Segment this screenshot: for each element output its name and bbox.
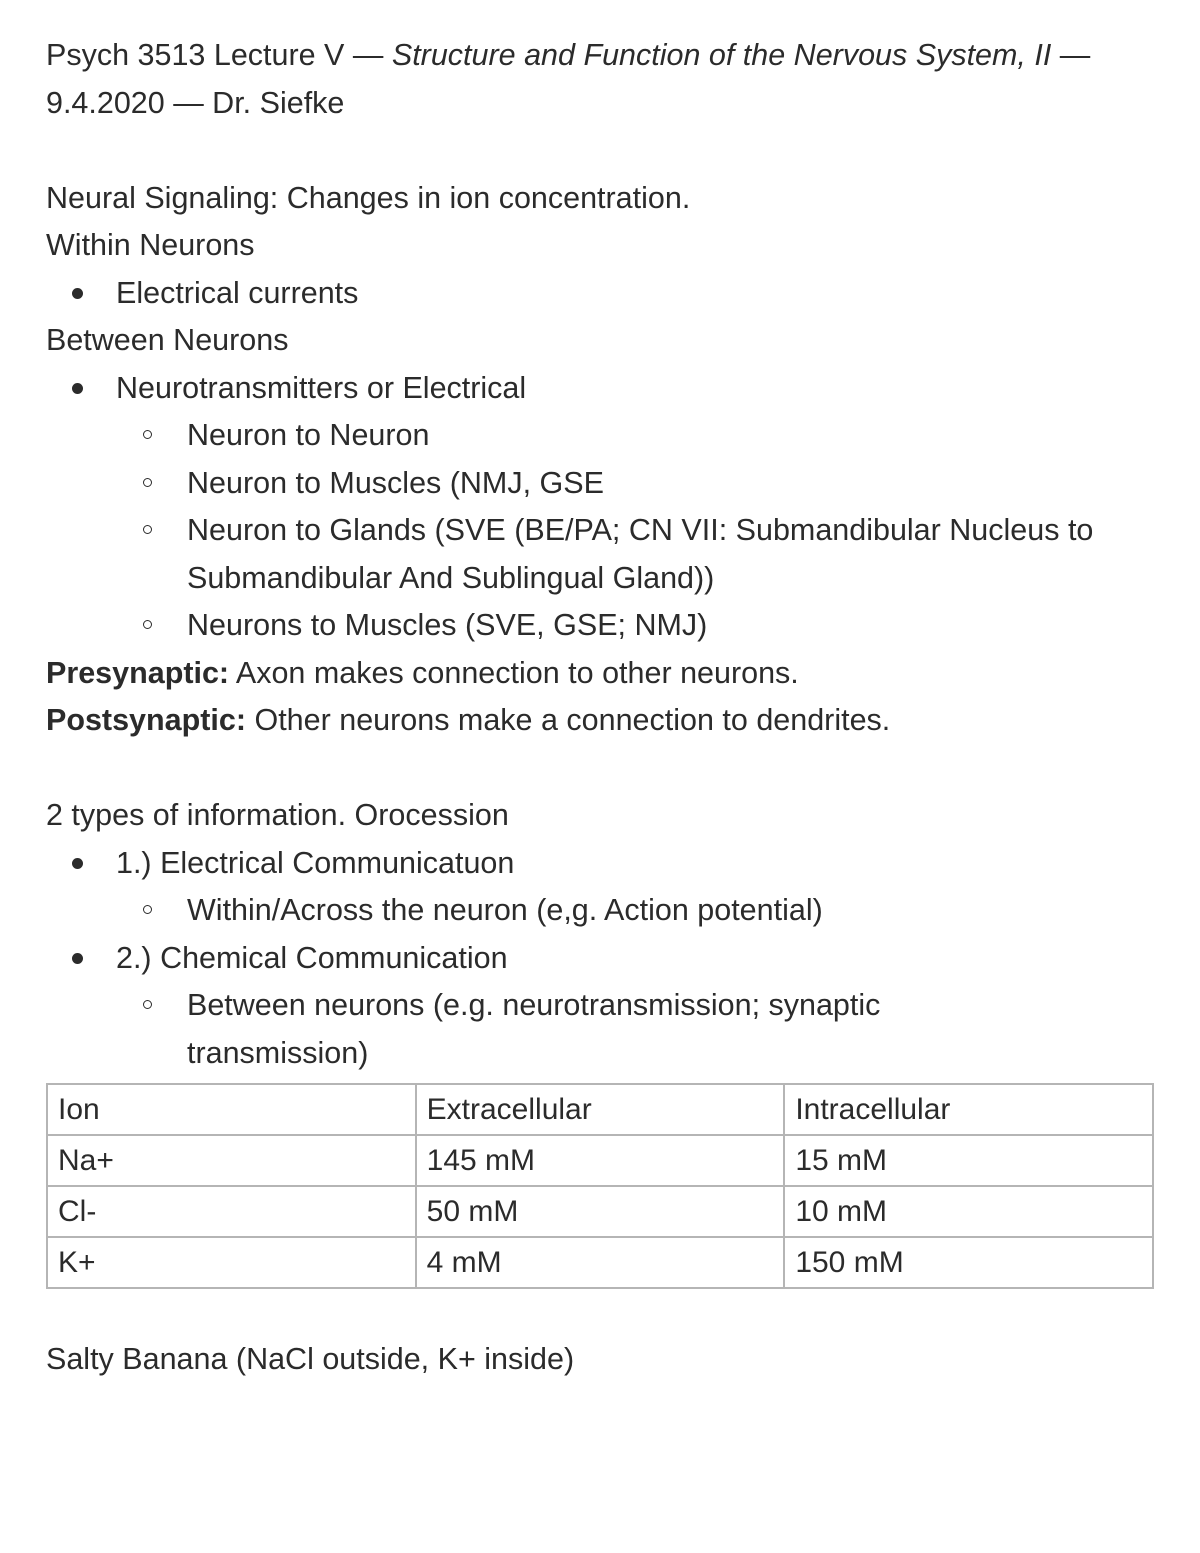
list-subitem: Neurons to Muscles (SVE, GSE; NMJ) — [46, 602, 1156, 650]
list-subitem: Neuron to Muscles (NMJ, GSE — [46, 460, 1156, 508]
title-suffix: — 9.4.2020 — Dr. Siefke — [46, 38, 1091, 120]
list-subitem: Neuron to Glands (SVE (BE/PA; CN VII: Submandibular Nucleus to Submandibular And Sublingual Gland)) — [46, 507, 1156, 602]
info-types-heading: 2 types of information. Orocession — [46, 798, 509, 832]
presynaptic-definition — [46, 650, 1156, 698]
table-row — [47, 1237, 1153, 1288]
table-cell: 145 mM — [416, 1135, 785, 1186]
between-neurons-list — [46, 365, 1156, 650]
table-cell: 150 mM — [784, 1237, 1153, 1288]
list-subitem: Within/Across the neuron (e,g. Action potential) — [46, 887, 1156, 935]
table-cell: K+ — [47, 1237, 416, 1288]
table-header-cell: Extracellular — [416, 1084, 785, 1135]
list-item: 1.) Electrical Communicatuon — [46, 840, 1156, 888]
presynaptic-text: Axon makes connection to other neurons. — [229, 655, 799, 690]
mnemonic-note: Salty Banana (NaCl outside, K+ inside) — [46, 1342, 575, 1376]
ion-concentration-table — [46, 1083, 1154, 1289]
postsynaptic-text: Other neurons make a connection to dendrites. — [246, 703, 891, 737]
table-cell: 50 mM — [416, 1186, 785, 1237]
within-neurons-list — [46, 270, 1156, 318]
note-document — [46, 32, 1156, 1384]
within-neurons-label: Within Neurons — [46, 228, 255, 262]
spacer — [46, 127, 1156, 175]
list-subitem: Between neurons (e.g. neurotransmission; synaptic transmission) — [46, 982, 1156, 1077]
list-subitem: Neuron to Neuron — [46, 412, 1156, 460]
note-title — [46, 32, 1156, 127]
spacer — [46, 745, 1156, 793]
table-header-cell: Ion — [47, 1084, 416, 1135]
title-prefix: Psych 3513 Lecture V — — [46, 38, 392, 72]
list-item: 2.) Chemical Communication — [46, 935, 1156, 983]
table-row — [47, 1186, 1153, 1237]
presynaptic-term: Presynaptic: — [46, 655, 230, 690]
postsynaptic-definition — [46, 697, 1156, 745]
title-italic-topic: Structure and Function of the Nervous System, II — [391, 38, 1052, 72]
list-item: Electrical currents — [46, 270, 1156, 318]
between-neurons-label: Between Neurons — [46, 323, 289, 357]
table-cell: 4 mM — [416, 1237, 785, 1288]
list-item: Neurotransmitters or Electrical — [46, 365, 1156, 413]
spacer — [46, 1289, 1156, 1336]
info-types-list — [46, 840, 1156, 1078]
table-header-cell: Intracellular — [784, 1084, 1153, 1135]
signaling-heading: Neural Signaling: Changes in ion concentration. — [46, 180, 691, 215]
table-row — [47, 1135, 1153, 1186]
table-cell: Cl- — [47, 1186, 416, 1237]
table-cell: Na+ — [47, 1135, 416, 1186]
table-cell: 10 mM — [784, 1186, 1153, 1237]
table-cell: 15 mM — [784, 1135, 1153, 1186]
table-header-row — [47, 1084, 1153, 1135]
postsynaptic-term: Postsynaptic: — [46, 703, 246, 737]
